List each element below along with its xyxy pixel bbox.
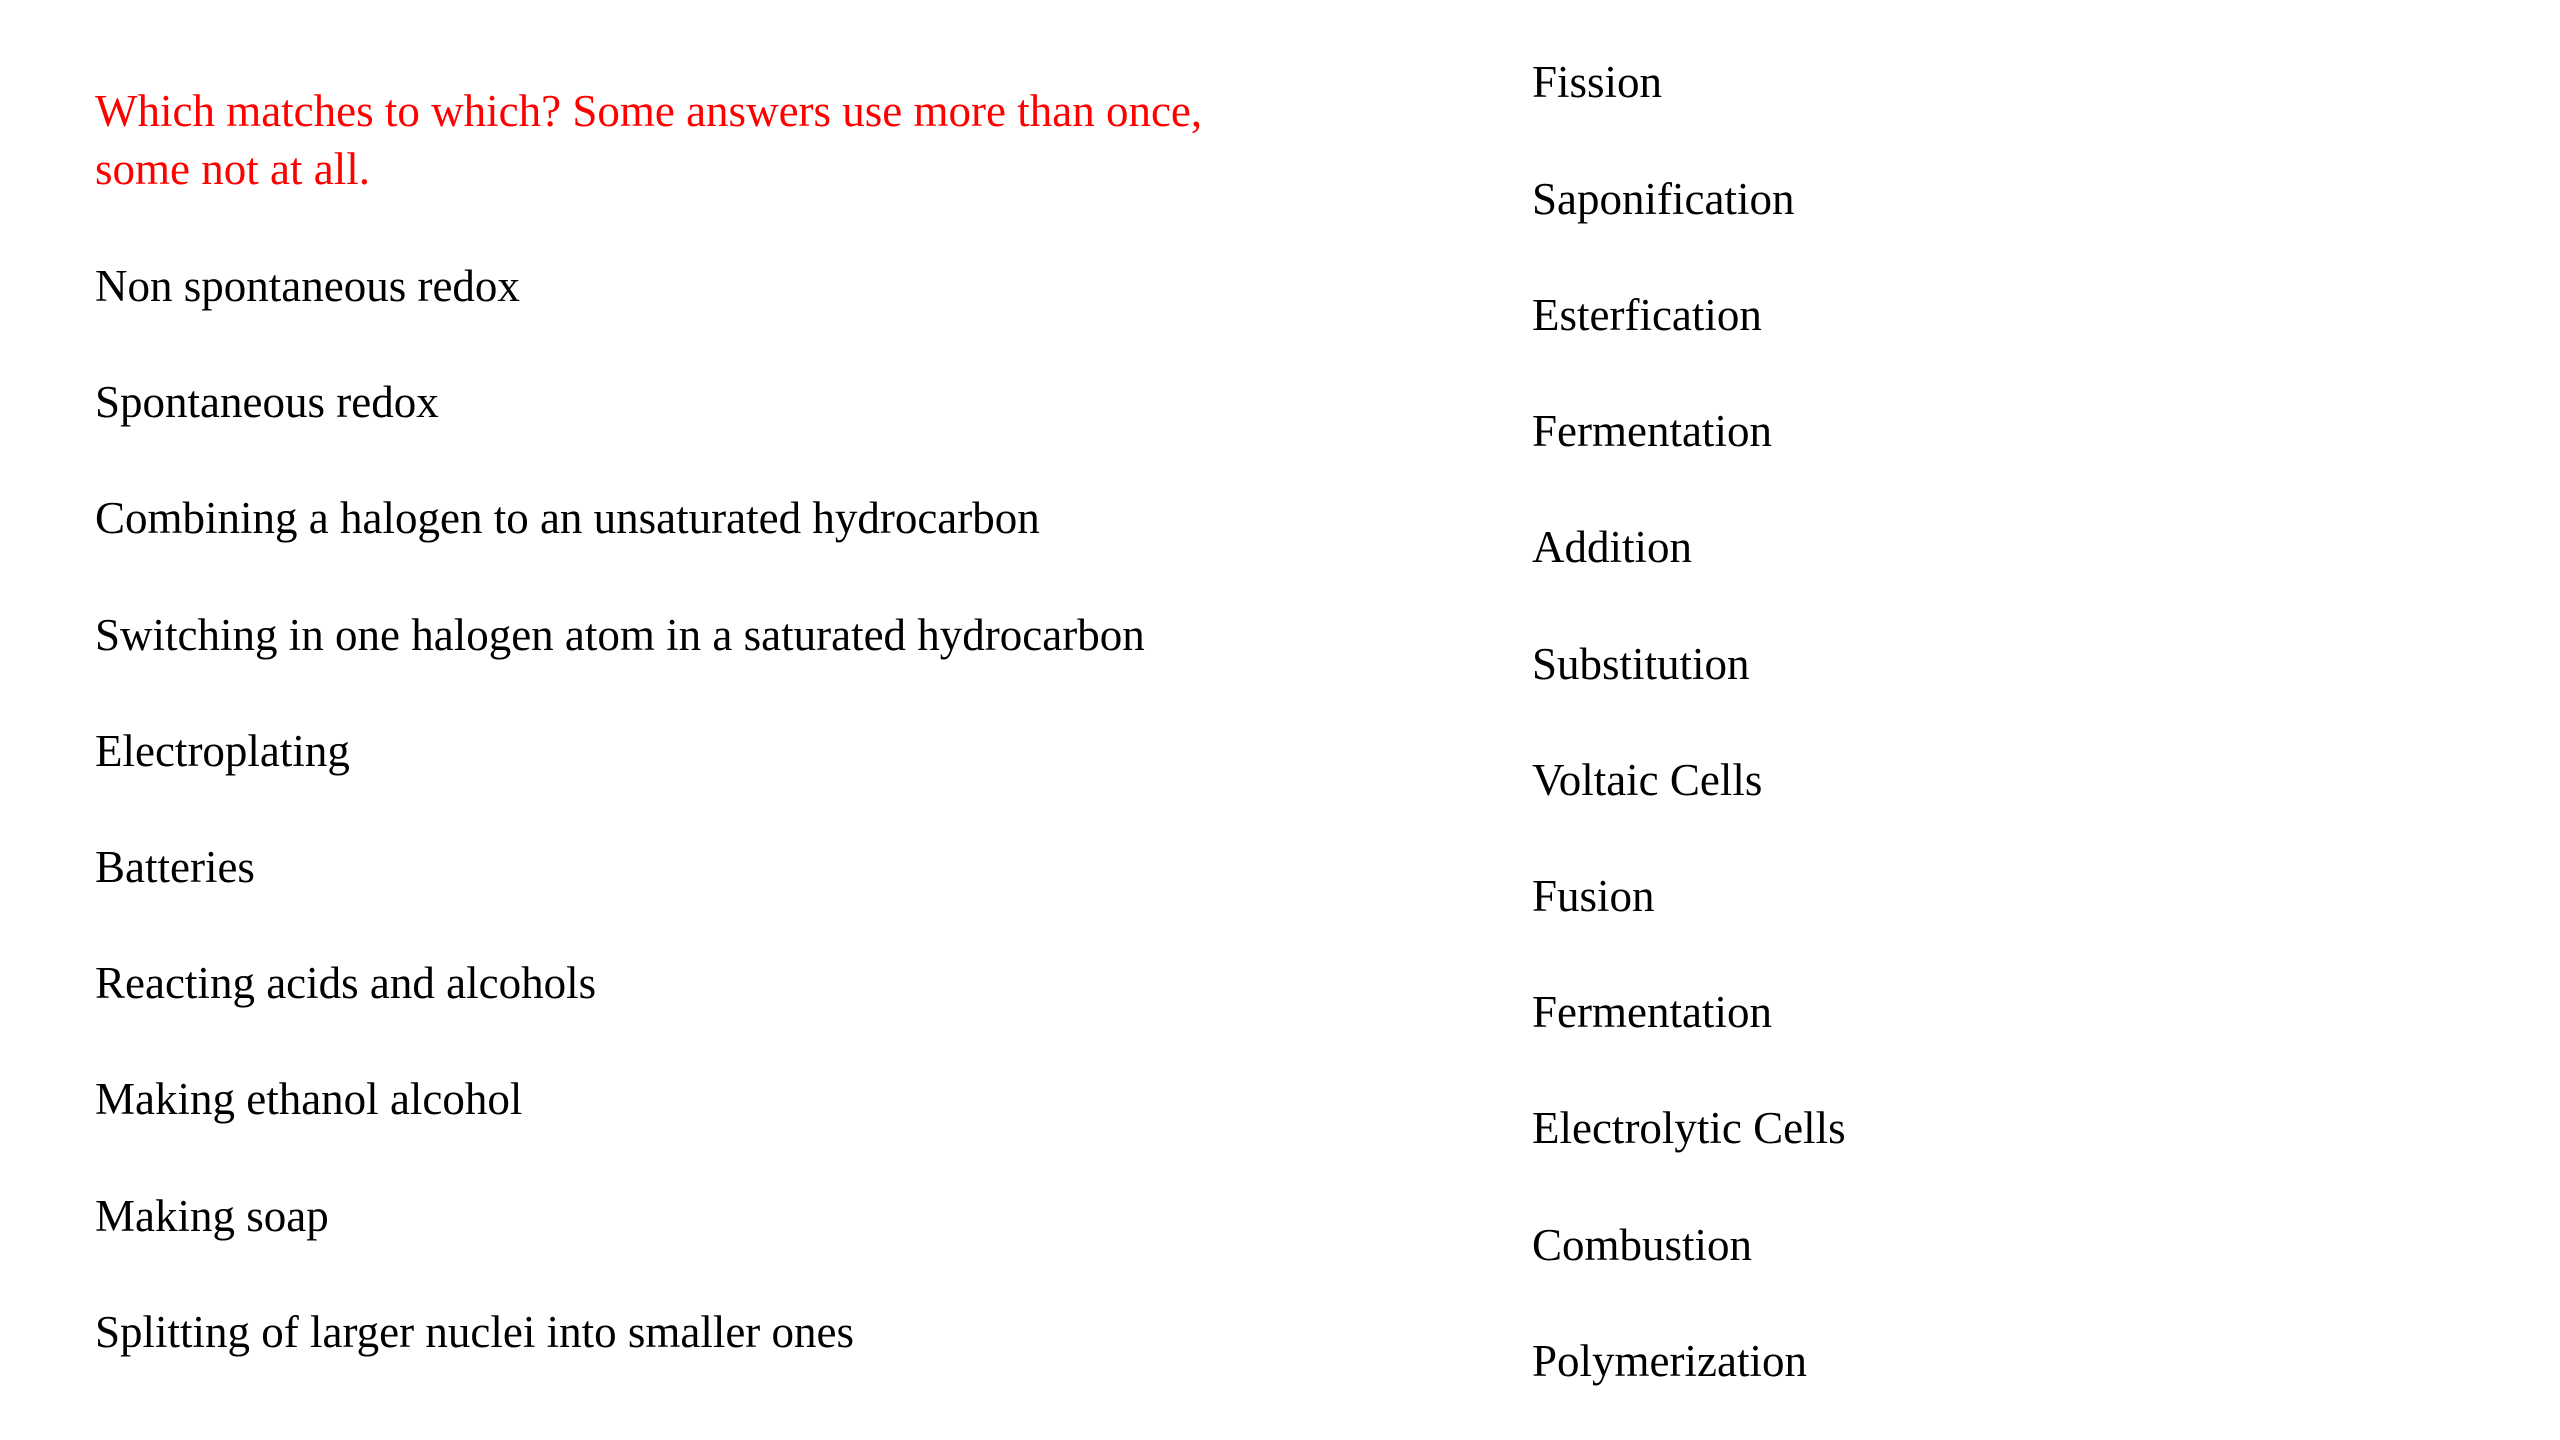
answer-item: Polymerization	[1532, 1336, 1807, 1386]
answer-item: Fermentation	[1532, 406, 1772, 456]
answer-item: Electrolytic Cells	[1532, 1103, 1846, 1153]
answer-item: Substitution	[1532, 639, 1750, 689]
instructions-text: Which matches to which? Some answers use more than once, some not at all.	[95, 86, 1203, 194]
prompt-item: Splitting of larger nuclei into smaller ones	[95, 1307, 855, 1357]
answer-item: Voltaic Cells	[1532, 755, 1763, 805]
prompt-item: Making ethanol alcohol	[95, 1074, 523, 1124]
answer-item: Saponification	[1532, 174, 1795, 224]
answer-item: Combustion	[1532, 1220, 1753, 1270]
prompt-item: Electroplating	[95, 726, 350, 776]
prompt-item: Reacting acids and alcohols	[95, 958, 597, 1008]
prompt-item: Batteries	[95, 842, 255, 892]
answer-item: Addition	[1532, 522, 1693, 572]
answer-item: Fission	[1532, 57, 1663, 107]
answer-item: Fermentation	[1532, 987, 1772, 1037]
prompt-item: Combining a halogen to an unsaturated hydrocarbon	[95, 493, 1040, 543]
prompt-item: Spontaneous redox	[95, 377, 439, 427]
prompt-item: Making soap	[95, 1191, 329, 1241]
answer-item: Esterfication	[1532, 290, 1762, 340]
prompt-item: Switching in one halogen atom in a saturated hydrocarbon	[95, 610, 1145, 660]
prompt-item: Non spontaneous redox	[95, 261, 520, 311]
answer-item: Fusion	[1532, 871, 1655, 921]
